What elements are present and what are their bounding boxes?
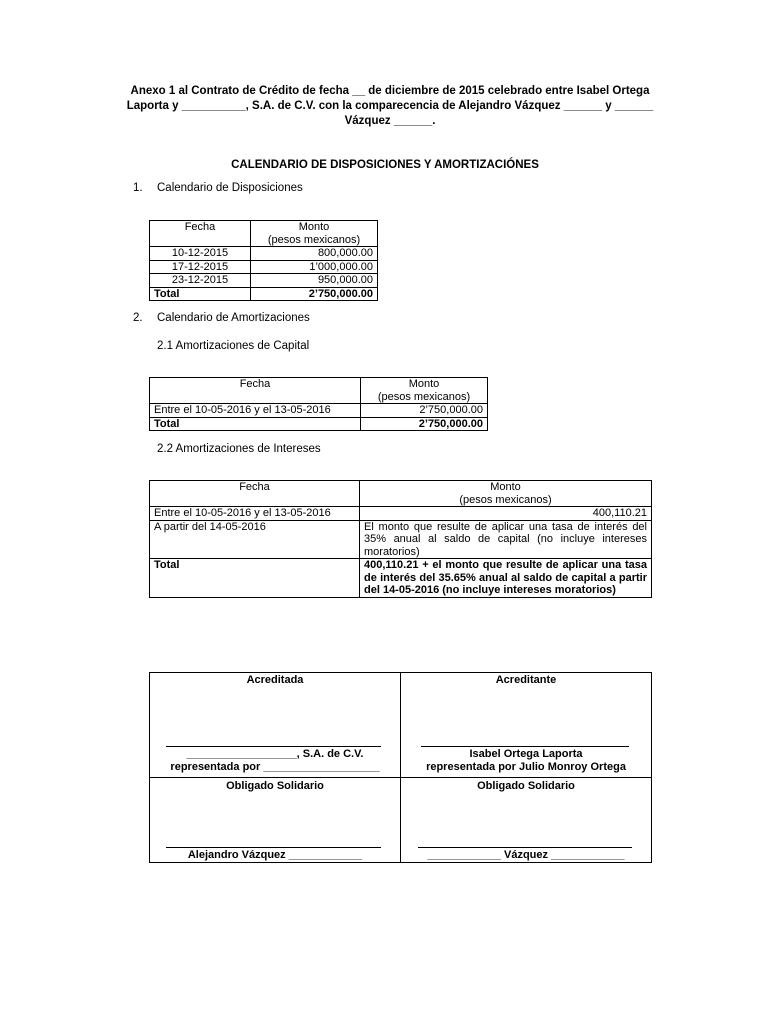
row-fecha: 17-12-2015 bbox=[150, 260, 251, 274]
row-fecha: 23-12-2015 bbox=[150, 274, 251, 288]
section-2-title bbox=[133, 312, 310, 324]
obligado-left-name: Alejandro Vázquez ____________ bbox=[187, 849, 363, 861]
title-line-2: Laporta y __________, S.A. de C.V. con la comparecencia de Alejandro Vázquez ______ y ______ bbox=[126, 100, 654, 112]
signature-divider-horizontal bbox=[150, 777, 651, 778]
acreditante-representative: representada por Julio Monroy Ortega bbox=[426, 761, 626, 773]
row-monto: 950,000.00 bbox=[251, 274, 378, 288]
header-monto bbox=[251, 221, 378, 247]
document-title bbox=[110, 84, 670, 129]
acreditada-label: Acreditada bbox=[246, 674, 304, 686]
obligado-right-label: Obligado Solidario bbox=[477, 780, 575, 792]
header-monto-label: Monto bbox=[298, 221, 330, 233]
acreditada-signature-line bbox=[166, 746, 381, 747]
obligado-left-label: Obligado Solidario bbox=[226, 780, 324, 792]
row-monto: 2’750,000.00 bbox=[361, 404, 488, 418]
table-row bbox=[150, 507, 652, 521]
disposiciones-table bbox=[149, 220, 378, 301]
row-monto: 400,110.21 bbox=[360, 507, 652, 521]
header-fecha: Fecha bbox=[150, 481, 360, 507]
row-fecha: A partir del 14-05-2016 bbox=[150, 520, 360, 559]
table-header-row bbox=[150, 481, 652, 507]
subsection-2-1-title: 2.1 Amortizaciones de Capital bbox=[157, 340, 310, 352]
acreditante-signature-line bbox=[421, 746, 629, 747]
table-total-row bbox=[150, 417, 488, 431]
total-value: 2’750,000.00 bbox=[251, 287, 378, 301]
header-monto-unit: (pesos mexicanos) bbox=[377, 390, 471, 403]
total-label: Total bbox=[150, 417, 361, 431]
table-row bbox=[150, 274, 378, 288]
table-row bbox=[150, 404, 488, 418]
title-line-3: Vázquez ______. bbox=[344, 115, 436, 127]
row-fecha: Entre el 10-05-2016 y el 13-05-2016 bbox=[150, 507, 360, 521]
table-total-row bbox=[150, 287, 378, 301]
total-label: Total bbox=[150, 287, 251, 301]
table-row bbox=[150, 260, 378, 274]
section-1-label: Calendario de Disposiciones bbox=[157, 182, 303, 194]
acreditante-label: Acreditante bbox=[495, 674, 557, 686]
row-monto: El monto que resulte de aplicar una tasa de interés del 35% anual al saldo de capital (no incluye intereses moratorios) bbox=[360, 520, 652, 559]
table-row bbox=[150, 520, 652, 559]
acreditante-name bbox=[401, 748, 651, 774]
row-monto: 1’000,000.00 bbox=[251, 260, 378, 274]
header-fecha: Fecha bbox=[150, 378, 361, 404]
title-line-1: Anexo 1 al Contrato de Crédito de fecha __ de diciembre de 2015 celebrado entre Isabel Ortega bbox=[130, 85, 650, 97]
header-monto bbox=[361, 378, 488, 404]
obligado-right-signature-line bbox=[418, 847, 632, 848]
header-monto-unit: (pesos mexicanos) bbox=[267, 233, 361, 246]
acreditada-company: __________________, S.A. de C.V. bbox=[186, 748, 364, 760]
table-header-row bbox=[150, 221, 378, 247]
total-label: Total bbox=[150, 559, 360, 598]
total-value: 2’750,000.00 bbox=[361, 417, 488, 431]
acreditada-representative: representada por ___________________ bbox=[170, 761, 380, 773]
subsection-2-2-title: 2.2 Amortizaciones de Intereses bbox=[157, 443, 321, 455]
signature-block bbox=[149, 672, 652, 863]
header-monto-label: Monto bbox=[490, 481, 521, 493]
section-1-title bbox=[133, 182, 303, 194]
obligado-left-signature-line bbox=[166, 847, 381, 848]
header-monto bbox=[360, 481, 652, 507]
header-fecha: Fecha bbox=[150, 221, 251, 247]
row-fecha: Entre el 10-05-2016 y el 13-05-2016 bbox=[150, 404, 361, 418]
row-fecha: 10-12-2015 bbox=[150, 247, 251, 261]
table-row bbox=[150, 247, 378, 261]
row-monto: 800,000.00 bbox=[251, 247, 378, 261]
acreditante-person: Isabel Ortega Laporta bbox=[469, 748, 583, 760]
total-value: 400,110.21 + el monto que resulte de aplicar una tasa de interés del 35.65% anual al saldo de capital a partir del 14-05-2016 (no incluye intereses moratorios) bbox=[360, 559, 652, 598]
section-1-number: 1. bbox=[133, 182, 143, 194]
header-monto-unit: (pesos mexicanos) bbox=[459, 493, 552, 506]
header-monto-label: Monto bbox=[408, 378, 440, 390]
amortizaciones-intereses-table bbox=[149, 480, 652, 598]
acreditada-name bbox=[150, 748, 400, 774]
section-2-label: Calendario de Amortizaciones bbox=[157, 312, 310, 324]
obligado-right-name: ____________ Vázquez ____________ bbox=[427, 849, 625, 861]
table-total-row bbox=[150, 559, 652, 598]
amortizaciones-capital-table bbox=[149, 377, 488, 431]
table-header-row bbox=[150, 378, 488, 404]
calendar-heading: CALENDARIO DE DISPOSICIONES Y AMORTIZACIÓNES bbox=[231, 159, 539, 171]
section-2-number: 2. bbox=[133, 312, 143, 324]
